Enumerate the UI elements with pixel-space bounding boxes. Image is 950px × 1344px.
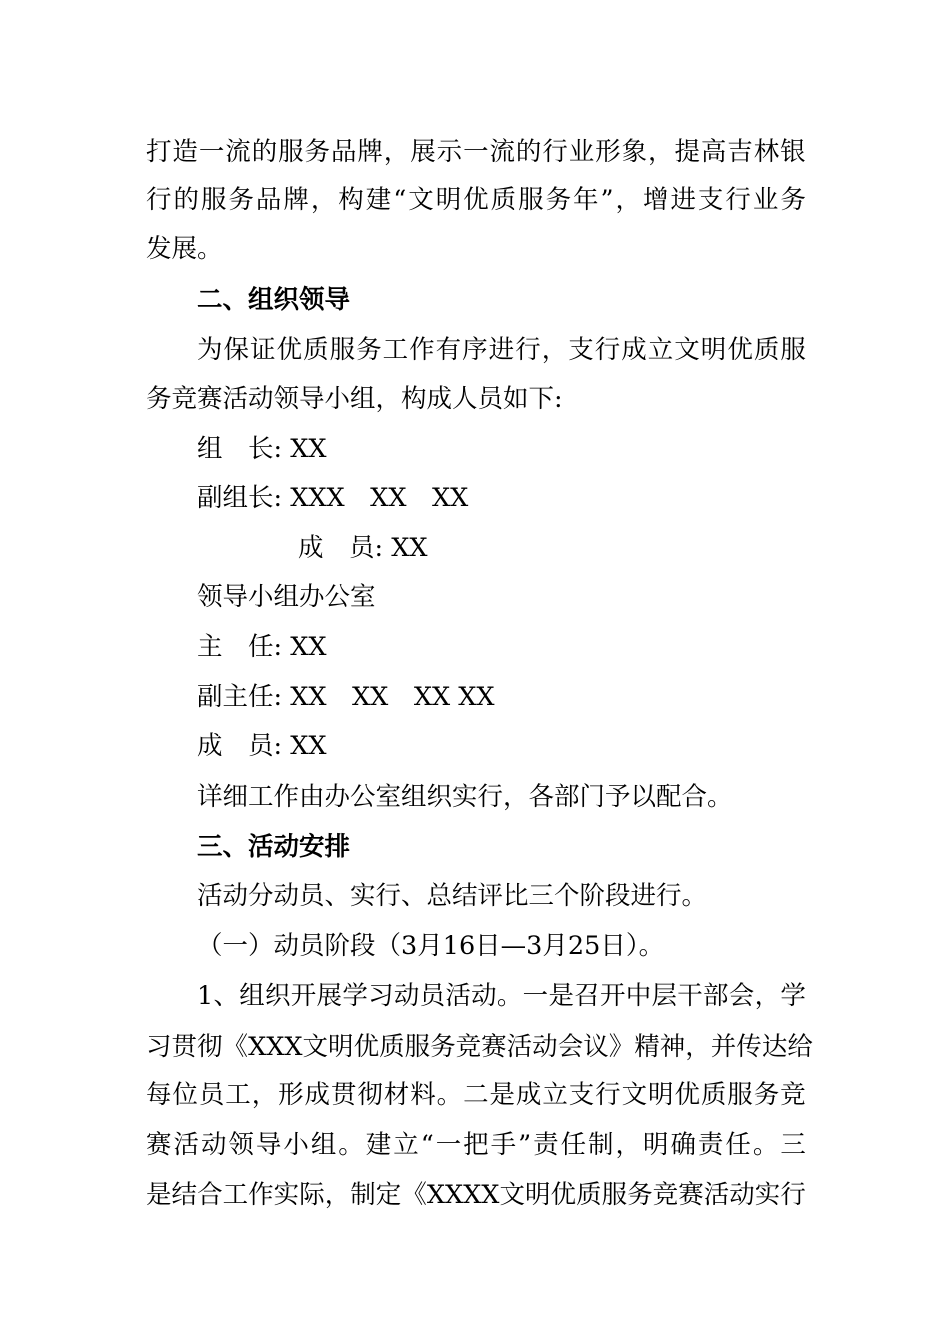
text-glyph: 年	[573, 185, 599, 215]
text-glyph: ，	[383, 137, 410, 167]
text-glyph: 责	[533, 1130, 559, 1160]
text-glyph: 开	[290, 981, 317, 1011]
text-glyph: 动	[532, 1032, 558, 1062]
text-glyph: ，	[324, 1180, 351, 1210]
text-glyph: 的	[173, 185, 199, 215]
text-glyph: 成	[304, 1080, 331, 1110]
paragraph-line: 发展。	[146, 234, 223, 264]
text-glyph: 务	[430, 1032, 456, 1062]
text-glyph: 质	[379, 1032, 405, 1062]
text-glyph: 明	[648, 1080, 674, 1110]
text-glyph: 学	[342, 981, 368, 1011]
text-glyph: 开	[599, 981, 626, 1011]
activity-intro: 活动分动员、实行、总结评比三个阶段进行。	[197, 881, 708, 911]
text-glyph: 给	[787, 1032, 813, 1062]
text-glyph: 每	[146, 1080, 172, 1110]
text-glyph: 吉	[727, 137, 753, 167]
text-glyph: 优	[463, 185, 489, 215]
text-glyph: 服	[727, 1080, 753, 1110]
paragraph-line	[197, 979, 806, 1013]
text-glyph: 业	[752, 185, 779, 215]
text-glyph: 优	[550, 1180, 577, 1210]
text-glyph: 中	[625, 981, 652, 1011]
text-glyph: ，	[310, 185, 337, 215]
text-glyph: 明	[642, 1130, 669, 1160]
text-glyph: 立	[393, 1130, 419, 1160]
text-glyph: 材	[383, 1080, 410, 1110]
text-glyph: 优	[276, 335, 303, 365]
text-glyph: 活	[445, 981, 471, 1011]
text-glyph: 结	[171, 1180, 198, 1210]
text-glyph: 彻	[197, 1032, 223, 1062]
text-glyph: 神	[659, 1032, 686, 1062]
deputy-leader-row: 副组长: XXX XX XX	[197, 483, 469, 513]
text-glyph: 制	[350, 1180, 376, 1210]
text-glyph: 支	[697, 185, 724, 215]
text-glyph: 示	[436, 137, 463, 167]
text-glyph: 优	[353, 1032, 380, 1062]
text-glyph: ”	[600, 185, 614, 215]
text-glyph: 形	[595, 137, 621, 167]
text-glyph: 文	[621, 1080, 648, 1110]
text-glyph: 成	[515, 1080, 542, 1110]
text-glyph: 务	[304, 137, 331, 167]
text-glyph: 并	[710, 1032, 737, 1062]
text-glyph: 一	[435, 1130, 462, 1160]
text-glyph: 。	[496, 981, 523, 1011]
text-glyph: 竞	[780, 1080, 806, 1110]
text-glyph: 把	[463, 1130, 489, 1160]
text-glyph: 部	[703, 981, 729, 1011]
text-glyph: 务	[627, 1180, 653, 1210]
text-glyph: 文	[499, 1180, 525, 1210]
text-glyph: 动	[200, 1130, 227, 1160]
text-glyph: 序	[462, 335, 488, 365]
text-glyph: 证	[250, 335, 276, 365]
director-row: 主 任: XX	[197, 632, 327, 662]
text-glyph: 明	[328, 1032, 354, 1062]
text-glyph: 合	[197, 1180, 223, 1210]
text-glyph: 织	[265, 981, 291, 1011]
text-glyph: 牌	[357, 137, 383, 167]
text-glyph: 明	[435, 185, 462, 215]
text-glyph: 是	[146, 1180, 172, 1210]
text-glyph: 进	[488, 335, 515, 365]
text-glyph: 行	[595, 1080, 621, 1110]
text-glyph: 进	[670, 185, 696, 215]
text-glyph: 展	[316, 981, 343, 1011]
text-glyph: 赛	[678, 1180, 704, 1210]
text-glyph: 保	[223, 335, 250, 365]
text-glyph: 成	[621, 335, 647, 365]
text-glyph: 提	[674, 137, 700, 167]
text-glyph: 支	[568, 1080, 595, 1110]
text-glyph: 质	[303, 335, 329, 365]
text-glyph: 支	[568, 335, 594, 365]
text-glyph: 1	[197, 981, 214, 1011]
text-glyph: ，	[754, 981, 781, 1011]
text-glyph: 会	[557, 1032, 584, 1062]
text-glyph: ，	[251, 1080, 278, 1110]
text-glyph: 服	[404, 1032, 431, 1062]
paragraph-line	[146, 1178, 806, 1212]
text-glyph: 流	[489, 137, 515, 167]
text-glyph: 一	[522, 981, 549, 1011]
office-heading: 领导小组办公室	[197, 582, 376, 612]
text-glyph: 质	[700, 1080, 727, 1110]
text-glyph: 工	[222, 1180, 249, 1210]
leader-row: 组 长: XX	[197, 434, 327, 464]
text-glyph: 质	[576, 1180, 602, 1210]
text-glyph: 象	[621, 137, 648, 167]
text-glyph: 行	[146, 185, 172, 215]
text-glyph: 习	[146, 1032, 172, 1062]
text-glyph: 服	[200, 185, 227, 215]
text-glyph: 优	[727, 335, 753, 365]
text-glyph: 行	[780, 1180, 806, 1210]
paragraph-line	[146, 135, 806, 169]
text-glyph: 任	[560, 1130, 587, 1160]
text-glyph: 精	[634, 1032, 660, 1062]
text-glyph: 层	[651, 981, 678, 1011]
section-heading: 二、组织领导	[197, 285, 351, 315]
text-glyph: 确	[670, 1130, 696, 1160]
text-glyph: 务	[753, 1080, 780, 1110]
text-glyph: 服	[518, 185, 544, 215]
text-glyph: 明	[525, 1180, 551, 1210]
text-glyph: 银	[780, 137, 806, 167]
office-note: 详细工作由办公室组织实行，各部门予以配合。	[197, 782, 733, 812]
paragraph-line	[197, 333, 806, 367]
text-glyph: 手	[490, 1130, 517, 1160]
text-glyph: 牌	[283, 185, 309, 215]
text-glyph: 制	[588, 1130, 614, 1160]
text-glyph: 动	[393, 981, 420, 1011]
text-glyph: 质	[490, 185, 517, 215]
text-glyph: 导	[255, 1130, 282, 1160]
text-glyph: 、	[213, 981, 239, 1011]
text-glyph: 有	[435, 335, 462, 365]
text-glyph: 领	[228, 1130, 254, 1160]
phase-heading: （一）动员阶段（3月16日—3月25日）。	[197, 931, 665, 961]
text-glyph: ，	[685, 1032, 711, 1062]
text-glyph: 务	[780, 185, 806, 215]
text-glyph: 是	[548, 981, 574, 1011]
text-glyph: 传	[736, 1032, 762, 1062]
text-glyph: 的	[515, 137, 542, 167]
text-glyph: 工	[382, 335, 409, 365]
text-glyph: ，	[541, 335, 568, 365]
text-glyph: 动	[729, 1180, 755, 1210]
text-glyph: 文	[408, 185, 434, 215]
text-glyph: 干	[677, 981, 703, 1011]
text-glyph: 彻	[357, 1080, 383, 1110]
text-glyph: 立	[647, 335, 674, 365]
text-glyph: 建	[365, 1130, 392, 1160]
text-glyph: 员	[198, 1080, 225, 1110]
text-glyph: 位	[172, 1080, 198, 1110]
text-glyph: 品	[255, 185, 282, 215]
text-glyph: 增	[642, 185, 669, 215]
text-glyph: 议	[583, 1032, 609, 1062]
text-glyph: 《	[401, 1180, 427, 1210]
text-glyph: 习	[368, 981, 394, 1011]
text-glyph: 文	[674, 335, 700, 365]
text-glyph: 贯	[171, 1032, 198, 1062]
paragraph-line	[146, 1078, 806, 1112]
text-glyph: 形	[278, 1080, 304, 1110]
text-glyph: 学	[780, 981, 806, 1011]
text-glyph: ，	[615, 1130, 642, 1160]
text-glyph: 料	[410, 1080, 436, 1110]
text-glyph: 为	[197, 335, 223, 365]
text-glyph: 竞	[652, 1180, 679, 1210]
text-glyph: 活	[173, 1130, 199, 1160]
text-glyph: 打	[146, 137, 172, 167]
text-glyph: 服	[780, 335, 806, 365]
text-glyph: 实	[273, 1180, 300, 1210]
text-glyph: 贯	[330, 1080, 357, 1110]
text-glyph: 行	[542, 137, 568, 167]
text-glyph: 服	[278, 137, 304, 167]
text-glyph: 行	[725, 185, 751, 215]
paragraph-line	[146, 1030, 813, 1064]
text-glyph: 竞	[455, 1032, 482, 1062]
text-glyph: ”	[518, 1130, 532, 1160]
text-glyph: 。	[752, 1130, 779, 1160]
text-glyph: 务	[228, 185, 254, 215]
text-glyph: 赛	[481, 1032, 507, 1062]
text-glyph: 流	[225, 137, 251, 167]
text-glyph: 一	[463, 137, 489, 167]
text-glyph: 会	[728, 981, 755, 1011]
text-glyph: 质	[753, 335, 780, 365]
text-glyph: 行	[594, 335, 621, 365]
text-glyph: 作	[248, 1180, 274, 1210]
text-glyph: 构	[338, 185, 364, 215]
text-glyph: 责	[697, 1130, 724, 1160]
text-glyph: 达	[761, 1032, 788, 1062]
paragraph-line	[146, 1128, 806, 1162]
text-glyph: 服	[329, 335, 356, 365]
text-glyph: 《	[222, 1032, 249, 1062]
text-glyph: 》	[608, 1032, 635, 1062]
text-glyph: 是	[489, 1080, 515, 1110]
text-glyph: 任	[725, 1130, 751, 1160]
paragraph-line	[146, 183, 806, 217]
text-glyph: 召	[574, 981, 600, 1011]
paragraph-line: 务竞赛活动领导小组，构成人员如下:	[146, 384, 563, 414]
members-row: 成 员: XX	[298, 533, 428, 563]
text-glyph: 员	[419, 981, 446, 1011]
text-glyph: 赛	[146, 1130, 172, 1160]
text-glyph: 一	[198, 137, 225, 167]
text-glyph: 行	[515, 335, 541, 365]
text-glyph: 定	[375, 1180, 402, 1210]
text-glyph: XXX	[248, 1032, 303, 1062]
text-glyph: 展	[410, 137, 436, 167]
text-glyph: 实	[754, 1180, 781, 1210]
text-glyph: 文	[302, 1032, 329, 1062]
text-glyph: 高	[700, 137, 727, 167]
text-glyph: 小	[283, 1130, 309, 1160]
text-glyph: “	[393, 185, 407, 215]
text-glyph: “	[420, 1130, 434, 1160]
text-glyph: 优	[674, 1080, 700, 1110]
text-glyph: 组	[239, 981, 265, 1011]
text-glyph: 际	[299, 1180, 325, 1210]
text-glyph: ，	[648, 137, 674, 167]
text-glyph: 组	[310, 1130, 337, 1160]
text-glyph: 品	[330, 137, 357, 167]
text-glyph: 工	[225, 1080, 251, 1110]
text-glyph: 。	[436, 1080, 463, 1110]
text-glyph: ，	[615, 185, 642, 215]
deputy-director-row: 副主任: XX XX XX XX	[197, 682, 495, 712]
text-glyph: 务	[545, 185, 572, 215]
text-glyph: XXXX	[426, 1180, 500, 1210]
text-glyph: 三	[780, 1130, 806, 1160]
text-glyph: 的	[251, 137, 278, 167]
section-heading: 三、活动安排	[197, 832, 351, 862]
text-glyph: 立	[542, 1080, 568, 1110]
text-glyph: 业	[568, 137, 595, 167]
text-glyph: 明	[700, 335, 727, 365]
text-glyph: 林	[753, 137, 780, 167]
text-glyph: 造	[172, 137, 198, 167]
text-glyph: 二	[463, 1080, 489, 1110]
text-glyph: 建	[365, 185, 392, 215]
text-glyph: 务	[356, 335, 382, 365]
text-glyph: 动	[471, 981, 497, 1011]
text-glyph: 活	[506, 1032, 533, 1062]
text-glyph: 活	[703, 1180, 730, 1210]
text-glyph: 服	[601, 1180, 628, 1210]
text-glyph: 。	[338, 1130, 364, 1160]
office-members-row: 成 员: XX	[197, 731, 327, 761]
text-glyph: 作	[409, 335, 435, 365]
